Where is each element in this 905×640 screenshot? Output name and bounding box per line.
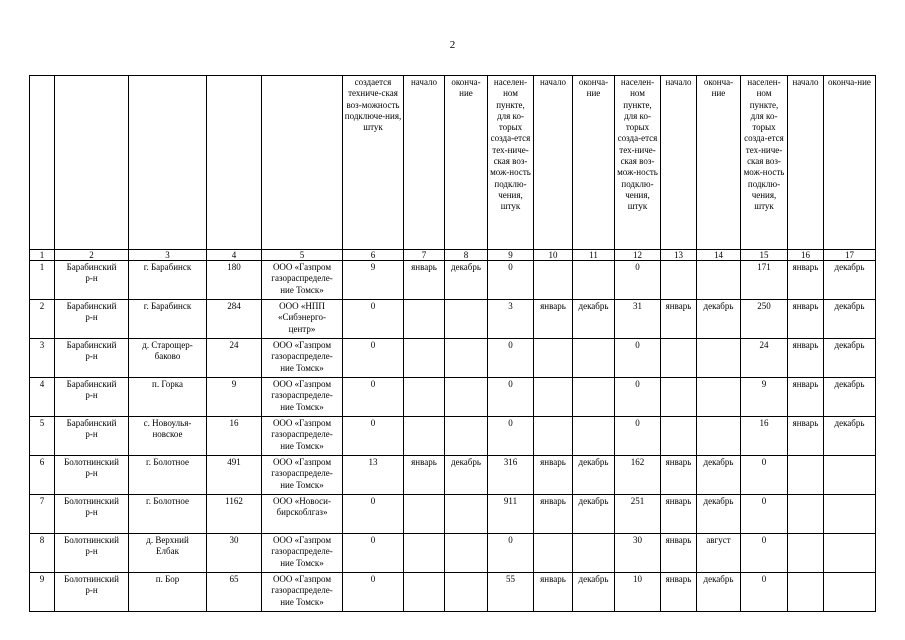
table-cell: ООО «Газпром газораспределе- ние Томск» [262,573,343,612]
column-number-cell: 15 [741,250,788,261]
table-cell: г. Барабинск [129,261,207,300]
table-cell: 0 [488,378,534,417]
table-cell: 0 [343,573,404,612]
table-cell: 0 [343,300,404,339]
column-number-cell: 3 [129,250,207,261]
table-cell: декабрь [697,456,741,495]
table-cell [573,339,615,378]
table-cell [534,339,573,378]
table-cell: декабрь [573,456,615,495]
table-cell: январь [534,456,573,495]
table-cell [788,573,824,612]
table-cell: январь [534,495,573,534]
table-cell: 6 [30,456,55,495]
table-cell: 0 [488,261,534,300]
table-cell: 30 [207,534,262,573]
table-cell: январь [404,261,445,300]
header-cell [262,76,343,250]
table-cell: 1162 [207,495,262,534]
table-cell: г. Барабинск [129,300,207,339]
table-cell: 0 [343,339,404,378]
table-cell: п. Бор [129,573,207,612]
header-cell: оконча-ние [573,76,615,250]
table-cell [824,573,876,612]
table-cell: 5 [30,417,55,456]
table-cell [788,495,824,534]
column-number-cell: 7 [404,250,445,261]
table-cell [404,417,445,456]
table-cell: 0 [615,417,661,456]
table-cell: ООО «Газпром газораспределе- ние Томск» [262,456,343,495]
table-cell: 1 [30,261,55,300]
table-cell [534,417,573,456]
table-cell: 24 [207,339,262,378]
column-number-cell: 6 [343,250,404,261]
table-cell: 7 [30,495,55,534]
table-cell: 162 [615,456,661,495]
table-cell: Барабинский р-н [55,300,129,339]
table-cell: январь [661,456,697,495]
table-cell: 31 [615,300,661,339]
table-cell: декабрь [697,573,741,612]
column-number-cell: 16 [788,250,824,261]
table-cell: Барабинский р-н [55,339,129,378]
table-body [30,76,876,612]
table-cell: август [697,534,741,573]
table-cell [573,261,615,300]
table-cell: Барабинский р-н [55,417,129,456]
column-number-cell: 4 [207,250,262,261]
table-cell: ООО «Новоси- бирскоблгаз» [262,495,343,534]
column-number-cell: 1 [30,250,55,261]
table-cell [573,417,615,456]
column-number-row [30,250,876,261]
table-cell: январь [661,573,697,612]
table-cell: Болотнинский р-н [55,534,129,573]
table-row [30,573,876,612]
table-cell: 171 [741,261,788,300]
table-cell: 180 [207,261,262,300]
table-cell: г. Болотное [129,495,207,534]
table-cell [404,534,445,573]
table-cell: Барабинский р-н [55,261,129,300]
table-row [30,339,876,378]
table-cell: 9 [30,573,55,612]
table-cell: 316 [488,456,534,495]
table-cell: декабрь [445,261,488,300]
table-cell: Болотнинский р-н [55,456,129,495]
table-cell: 911 [488,495,534,534]
table-cell: январь [788,300,824,339]
table-cell: 0 [488,339,534,378]
table-cell [534,261,573,300]
table-cell: ООО «Газпром газораспределе- ние Томск» [262,261,343,300]
table-cell: декабрь [824,261,876,300]
table-cell: 30 [615,534,661,573]
table-cell: ООО «Газпром газораспределе- ние Томск» [262,534,343,573]
table-cell [697,378,741,417]
table-row [30,456,876,495]
table-cell: 10 [615,573,661,612]
table-cell [661,339,697,378]
column-number-cell: 10 [534,250,573,261]
table-cell: декабрь [573,495,615,534]
table-cell [824,495,876,534]
table-cell [445,339,488,378]
column-number-cell: 11 [573,250,615,261]
table-cell: декабрь [573,300,615,339]
table-cell [661,378,697,417]
column-number-cell: 13 [661,250,697,261]
table-cell: 491 [207,456,262,495]
table-cell: 251 [615,495,661,534]
table-cell: 0 [741,495,788,534]
table-cell: январь [661,300,697,339]
table-cell: 9 [343,261,404,300]
table-cell: 0 [343,417,404,456]
table-cell: 13 [343,456,404,495]
table-cell: январь [661,495,697,534]
table-cell: г. Болотное [129,456,207,495]
table-cell: декабрь [824,339,876,378]
table-cell: 2 [30,300,55,339]
table-cell: 3 [30,339,55,378]
table-cell [404,378,445,417]
table-cell: январь [661,534,697,573]
table-cell [788,534,824,573]
header-cell: населен-ном пункте, для ко-торых созда-ется тех-ниче-ская воз-мож-ность подклю-чения, штук [741,76,788,250]
table-cell [404,300,445,339]
table-cell: 9 [741,378,788,417]
header-cell [30,76,55,250]
table-cell: п. Горка [129,378,207,417]
header-cell: оконча-ние [824,76,876,250]
table-cell: ООО «Газпром газораспределе- ние Томск» [262,378,343,417]
table-cell [534,534,573,573]
table-cell [697,417,741,456]
table-cell [661,261,697,300]
table-cell: 0 [741,534,788,573]
header-row [30,76,876,250]
gasification-schedule-table [29,75,876,612]
table-cell [404,339,445,378]
table-cell: 55 [488,573,534,612]
table-cell: январь [788,378,824,417]
table-cell: 0 [615,261,661,300]
table-cell [404,495,445,534]
header-cell: оконча-ние [697,76,741,250]
column-number-cell: 5 [262,250,343,261]
table-cell: Болотнинский р-н [55,573,129,612]
header-cell: населен-ном пункте, для ко-торых созда-ется тех-ниче-ская воз-мож-ность подклю-чения, штук [488,76,534,250]
table-cell: 0 [741,573,788,612]
table-cell [445,300,488,339]
header-cell: начало [661,76,697,250]
table-cell [445,534,488,573]
table-cell [534,378,573,417]
table-cell: декабрь [824,378,876,417]
table-row [30,495,876,534]
table-cell: 250 [741,300,788,339]
table-row [30,417,876,456]
header-cell: оконча-ние [445,76,488,250]
table-cell: январь [534,300,573,339]
table-cell: 0 [488,417,534,456]
table-cell: ООО «Газпром газораспределе- ние Томск» [262,417,343,456]
table-cell [573,534,615,573]
table-cell: 3 [488,300,534,339]
table-cell [445,573,488,612]
table-cell: январь [788,417,824,456]
column-number-cell: 9 [488,250,534,261]
table-cell: декабрь [697,300,741,339]
column-number-cell: 12 [615,250,661,261]
table-cell: декабрь [697,495,741,534]
table-cell [824,456,876,495]
table-cell [824,534,876,573]
table-cell: 4 [30,378,55,417]
table-cell: Барабинский р-н [55,378,129,417]
table-cell: ООО «НПП «Сибэнерго- центр» [262,300,343,339]
table-cell: январь [534,573,573,612]
table-cell: ООО «Газпром газораспределе- ние Томск» [262,339,343,378]
table-row [30,300,876,339]
header-cell [55,76,129,250]
table-cell: 0 [488,534,534,573]
header-cell: начало [788,76,824,250]
header-cell [129,76,207,250]
table-cell [788,456,824,495]
table-cell [445,495,488,534]
table-cell: 9 [207,378,262,417]
header-cell [207,76,262,250]
table-cell [573,378,615,417]
table-row [30,261,876,300]
table-cell [404,573,445,612]
table-cell [445,378,488,417]
table-cell: 65 [207,573,262,612]
table-cell: 24 [741,339,788,378]
column-number-cell: 8 [445,250,488,261]
table-cell: д. Старощер- баково [129,339,207,378]
table-cell: с. Новоулья- новское [129,417,207,456]
table-cell: январь [788,261,824,300]
table-cell [697,339,741,378]
table-cell: Болотнинский р-н [55,495,129,534]
table-cell: д. Верхний Елбак [129,534,207,573]
table-cell: январь [788,339,824,378]
header-cell: начало [534,76,573,250]
table-cell: декабрь [824,417,876,456]
table-cell: 0 [615,378,661,417]
column-number-cell: 14 [697,250,741,261]
table-cell: 8 [30,534,55,573]
table-cell: 0 [615,339,661,378]
header-cell: начало [404,76,445,250]
table-cell [445,417,488,456]
table-cell: 284 [207,300,262,339]
table-cell [697,261,741,300]
table-cell: 0 [741,456,788,495]
header-cell: создается техниче-ская воз-можность подключе-ния, штук [343,76,404,250]
table-cell: 16 [741,417,788,456]
header-cell: населен-ном пункте, для ко-торых созда-ется тех-ниче-ская воз-мож-ность подклю-чения, штук [615,76,661,250]
table-cell: декабрь [573,573,615,612]
table-cell: 0 [343,378,404,417]
table-cell: декабрь [445,456,488,495]
page-number: 2 [449,39,456,51]
table-cell: 0 [343,495,404,534]
table-row [30,534,876,573]
table-cell: декабрь [824,300,876,339]
table-cell [661,417,697,456]
column-number-cell: 2 [55,250,129,261]
column-number-cell: 17 [824,250,876,261]
table-cell: 0 [343,534,404,573]
table-cell: январь [404,456,445,495]
table-cell: 16 [207,417,262,456]
table-row [30,378,876,417]
